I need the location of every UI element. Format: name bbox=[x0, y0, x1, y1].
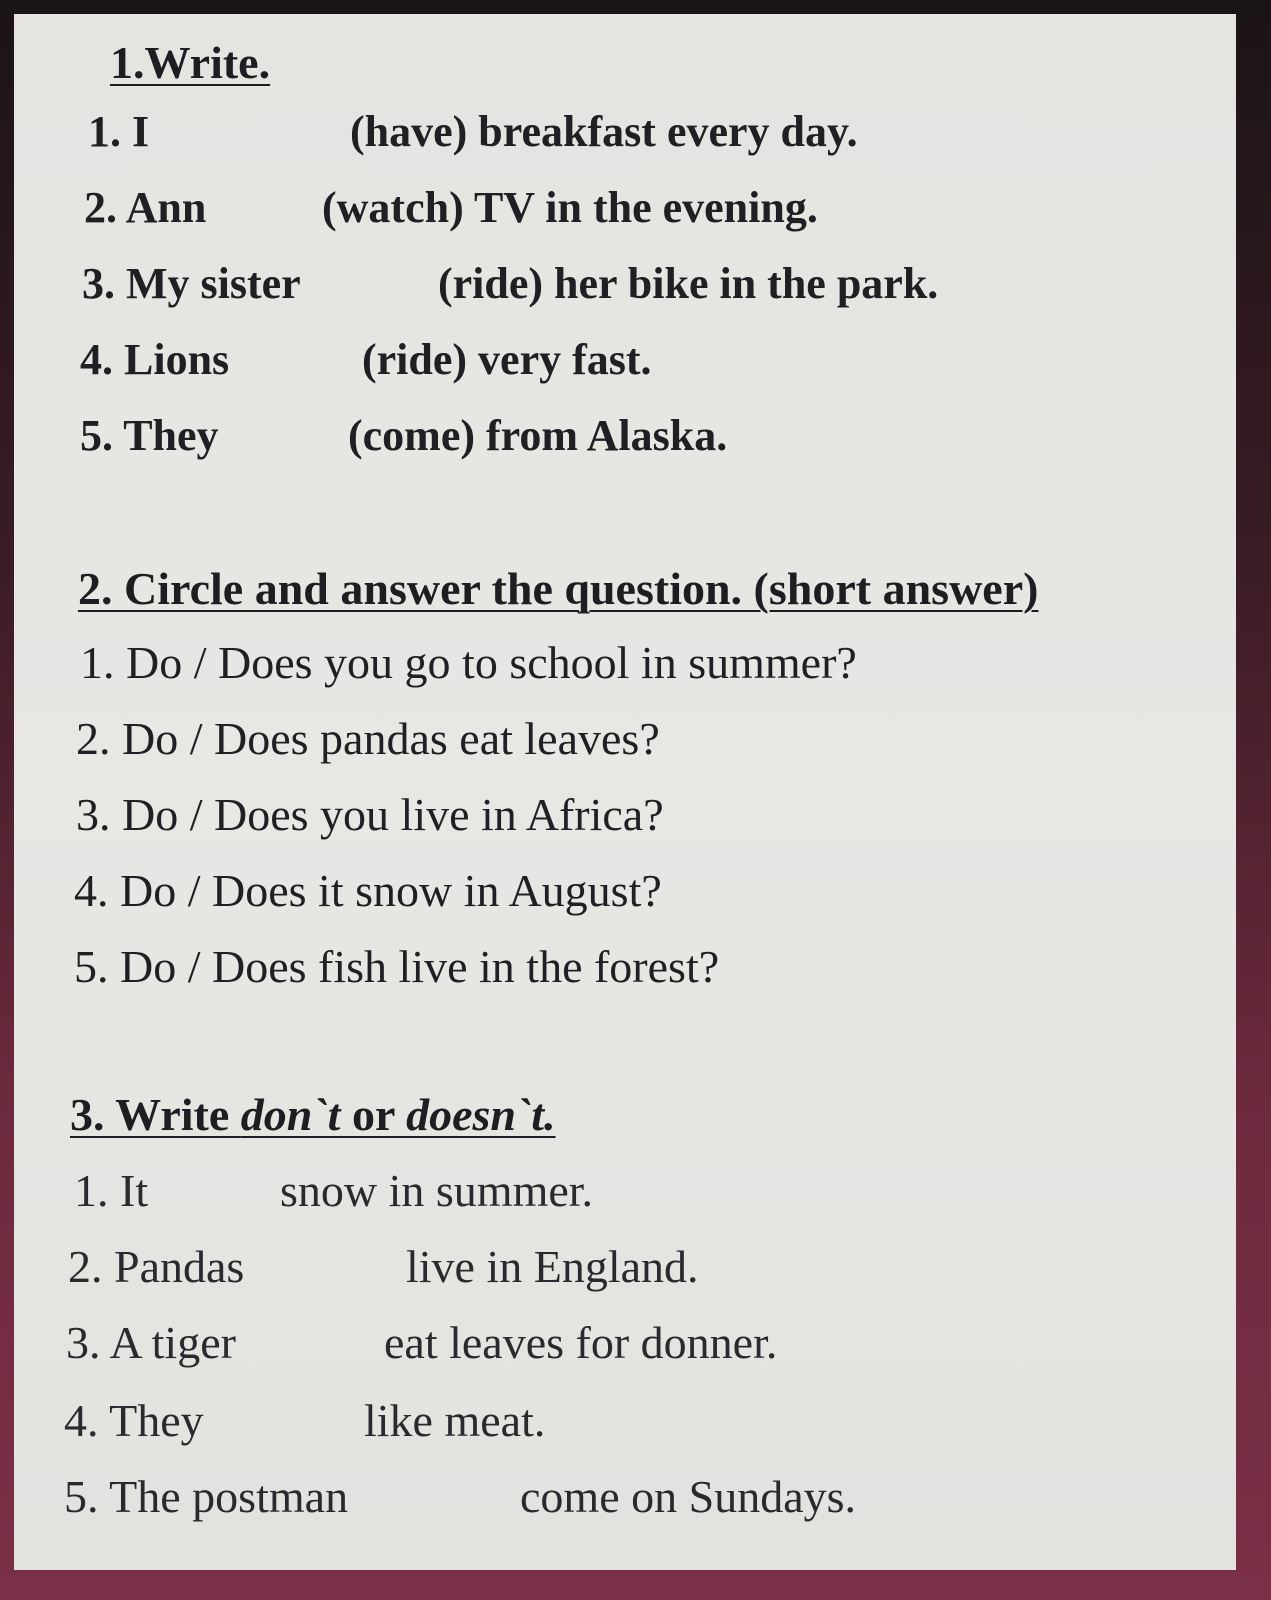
section1-item-4-rest: (ride) very fast. bbox=[362, 335, 652, 384]
section1-item-2-subject: 2. Ann bbox=[84, 183, 207, 232]
section3-item-2 bbox=[68, 1240, 1168, 1298]
section2-item-5: 5. Do / Does fish live in the forest? bbox=[74, 941, 720, 992]
section3-item-1-subject: 1. It bbox=[74, 1165, 149, 1216]
section3-item-3-rest: eat leaves for donner. bbox=[384, 1317, 778, 1368]
section1-item-3-rest: (ride) her bike in the park. bbox=[438, 259, 939, 308]
section3-item-4-subject: 4. They bbox=[64, 1395, 204, 1446]
section1-item-4-subject: 4. Lions bbox=[80, 335, 230, 384]
section2-item-2: 2. Do / Does pandas eat leaves? bbox=[76, 713, 660, 764]
section1-item-1-subject: 1. I bbox=[88, 107, 150, 156]
section3-title-or: or bbox=[340, 1089, 407, 1140]
worksheet-page bbox=[14, 14, 1236, 1570]
section3-item-2-rest: live in England. bbox=[406, 1241, 699, 1292]
section3-title-prefix: 3. Write bbox=[70, 1089, 241, 1140]
section1-item-5-rest: (come) from Alaska. bbox=[348, 411, 728, 460]
section1-item-1 bbox=[88, 106, 1188, 162]
section1-item-3-subject: 3. My sister bbox=[82, 259, 301, 308]
section2-item-4: 4. Do / Does it snow in August? bbox=[74, 865, 662, 916]
section3-item-2-subject: 2. Pandas bbox=[68, 1241, 245, 1292]
section1-item-1-rest: (have) breakfast every day. bbox=[350, 107, 858, 156]
section2-item-1: 1. Do / Does you go to school in summer? bbox=[80, 637, 857, 688]
section3-title bbox=[70, 1088, 556, 1141]
section3-item-1 bbox=[74, 1164, 1174, 1222]
section3-item-3-subject: 3. A tiger bbox=[66, 1317, 236, 1368]
section1-item-3 bbox=[82, 258, 1182, 314]
section1-item-2 bbox=[84, 182, 1184, 238]
section3-item-5-rest: come on Sundays. bbox=[520, 1471, 857, 1522]
section3-item-4-rest: like meat. bbox=[364, 1395, 546, 1446]
section2-title: 2. Circle and answer the question. (short answer) bbox=[78, 563, 1039, 614]
section3-item-4 bbox=[64, 1394, 1164, 1452]
section3-item-1-rest: snow in summer. bbox=[280, 1165, 594, 1216]
section3-item-5 bbox=[64, 1470, 1164, 1528]
section1-item-2-rest: (watch) TV in the evening. bbox=[322, 183, 818, 232]
section1-item-5 bbox=[80, 410, 1180, 466]
section1-item-5-subject: 5. They bbox=[80, 411, 219, 460]
section1-title: 1.Write. bbox=[110, 37, 271, 88]
section3-title-doesnt: doesn`t. bbox=[406, 1089, 556, 1140]
section3-item-5-subject: 5. The postman bbox=[64, 1471, 349, 1522]
section3-title-dont: don`t bbox=[240, 1089, 341, 1140]
section1-item-4 bbox=[80, 334, 1180, 390]
section3-item-3 bbox=[66, 1316, 1166, 1374]
section2-item-3: 3. Do / Does you live in Africa? bbox=[76, 789, 664, 840]
